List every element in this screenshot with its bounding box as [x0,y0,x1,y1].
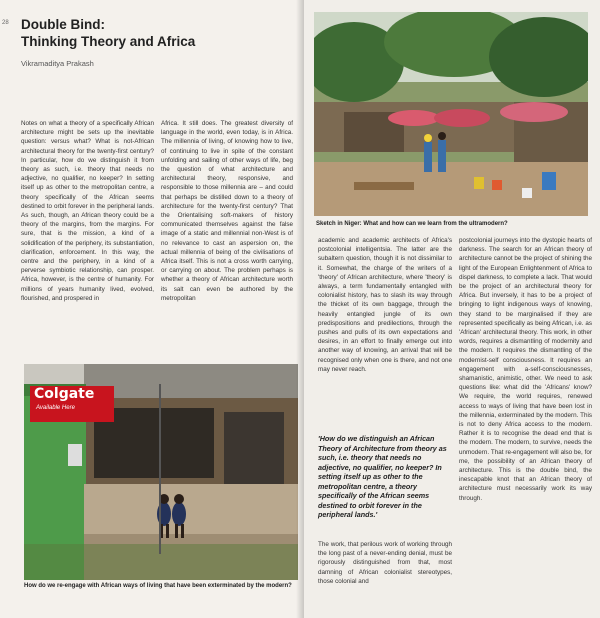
colgate-sub-text: Available Here [36,405,75,411]
body-text: Notes on what a theory of a specifically African architecture might be sets up the inevitable question: versus what? What is not-African architectural theory for the twenty-first century? In particular, how do we distinguish it from theory as such, i.e. theory that needs no adjective, no qualifier, no keeper? In setting itself up as other to the metropolitan centre, a theory specifically of the African seems destined to orbit forever in the peripheral lands. As such, though, an African theory could be a theory of the margins, from the margins. For sure, that is the mission, a kind of a solidification of the periphery, its substantiation, clarification, enforcement. In this way, the centre and the periphery, in a kind of a perverse symbiotic relationship, can prosper. Africa, however, is the centre of humanity. For millions of years humanity lived, evolved, flourished, and prospered in [21,120,154,302]
photo-street-market [314,12,588,216]
right-column-1 [318,236,452,428]
photo-colgate-shop [24,364,298,580]
right-column-3 [318,540,452,615]
body-text: The work, that perilous work of working through the long past of a never-ending denial, must be rigorously distinguished from that, most damning of African colonialist stereotypes, those colonial and [318,541,452,585]
left-column-2 [161,119,293,359]
caption-top: Sketch in Niger: What and how can we learn from the ultramodern? [316,221,508,227]
photo-street-market-image [314,12,588,216]
left-column-1 [21,119,154,359]
colgate-logo-text: Colgate [34,386,95,402]
article-title [21,16,281,50]
page-marker: 28 [2,20,9,26]
body-text: postcolonial journeys into the dystopic hearts of darkness. The search for an African theory of architecture cannot be the project of shining the light of the European Enlightenment of Africa to dispel darkness, to complete a lack. That would be the project of an architectural theory for Africa. But inversely, it has to be a project of bringing to light indigenous ways of knowing, they stand to be marginalised if they are represented specifically as being African, i.e. as 'African' architectural theory. This work, in other words, requires a dismantling of modernity and the modern. It requires the dismantling of the modernist-self consciousness. It requires an engagement with a-self-consciousnesses, shamanistic, animistic, other. We need to ask questions like: what did the 'Africans' know? We require, the world requires, renewed access to ways of living that have been lost in the millennia, exterminated by the modern. This is not to deny Africa access to the modern. Rather it is to recognise the dead end that is the modern. The modern, to survive, needs the unmodern. That re-engagement will also be, for me, the possibility of an African theory of architecture. This is the double bind, the inescapable knot that an African theory of architecture must necessarily work its way through. [459,237,592,502]
body-text: Africa. It still does. The greatest diversity of language in the world, even today, is in Africa. The millennia of living, of knowing how to live, of continuing to live in spite of the constant unfolding and sailing of other ways of life, beg the question of what architecture and architectural theory, responsive, and responsible to those millennia are – and could that perhaps be distilled down to a theory of architecture for the twenty-first century? That the Orientalising soft-makers of history communicated themselves against the false image of a static and millennial non-West is of no relevance to cast an aspersion on, the actual millennia of being of the civilisations of Africa itself. This is not a cross worth carrying, or carrying on about. The problem perhaps is whether a theory of African architecture worth its salt can even be authored by the metropolitan [161,120,293,302]
byline: Vikramaditya Prakash [21,59,94,68]
pull-quote: 'How do we distinguish an African Theory of Architecture from theory as such, i.e. theory that needs no adjective, no qualifier, no keeper? In setting itself up as other to the metropolitan centre, a theory specifically of the African seems destined to orbit forever in the peripheral lands.' [318,434,447,519]
title-line-2: Thinking Theory and Africa [21,34,196,49]
right-page [304,0,600,618]
body-text: academic and academic architects of Africa's postcolonial intelligentsia. The latter are the subaltern question, though it is not dissimilar to it. Somewhat, the charge of the writers of a 'theory' of African architecture, where 'theory' is always, a term fundamentally entangled with colonialist history, has to slash its way through the thicket of its own baggage, through the heavily entangled jungle of its own predispositions and predilections, through the pushes and pulls of its own expectations and desires, in an effort to finally emerge out into another way of knowing, an arrival that will be recognised only when one is there, and not one may never reach. [318,237,452,373]
right-column-2 [459,236,592,616]
title-line-1: Double Bind: [21,17,105,32]
caption-bottom: How do we re-engage with African ways of living that have been exterminated by the modern? [24,583,292,589]
